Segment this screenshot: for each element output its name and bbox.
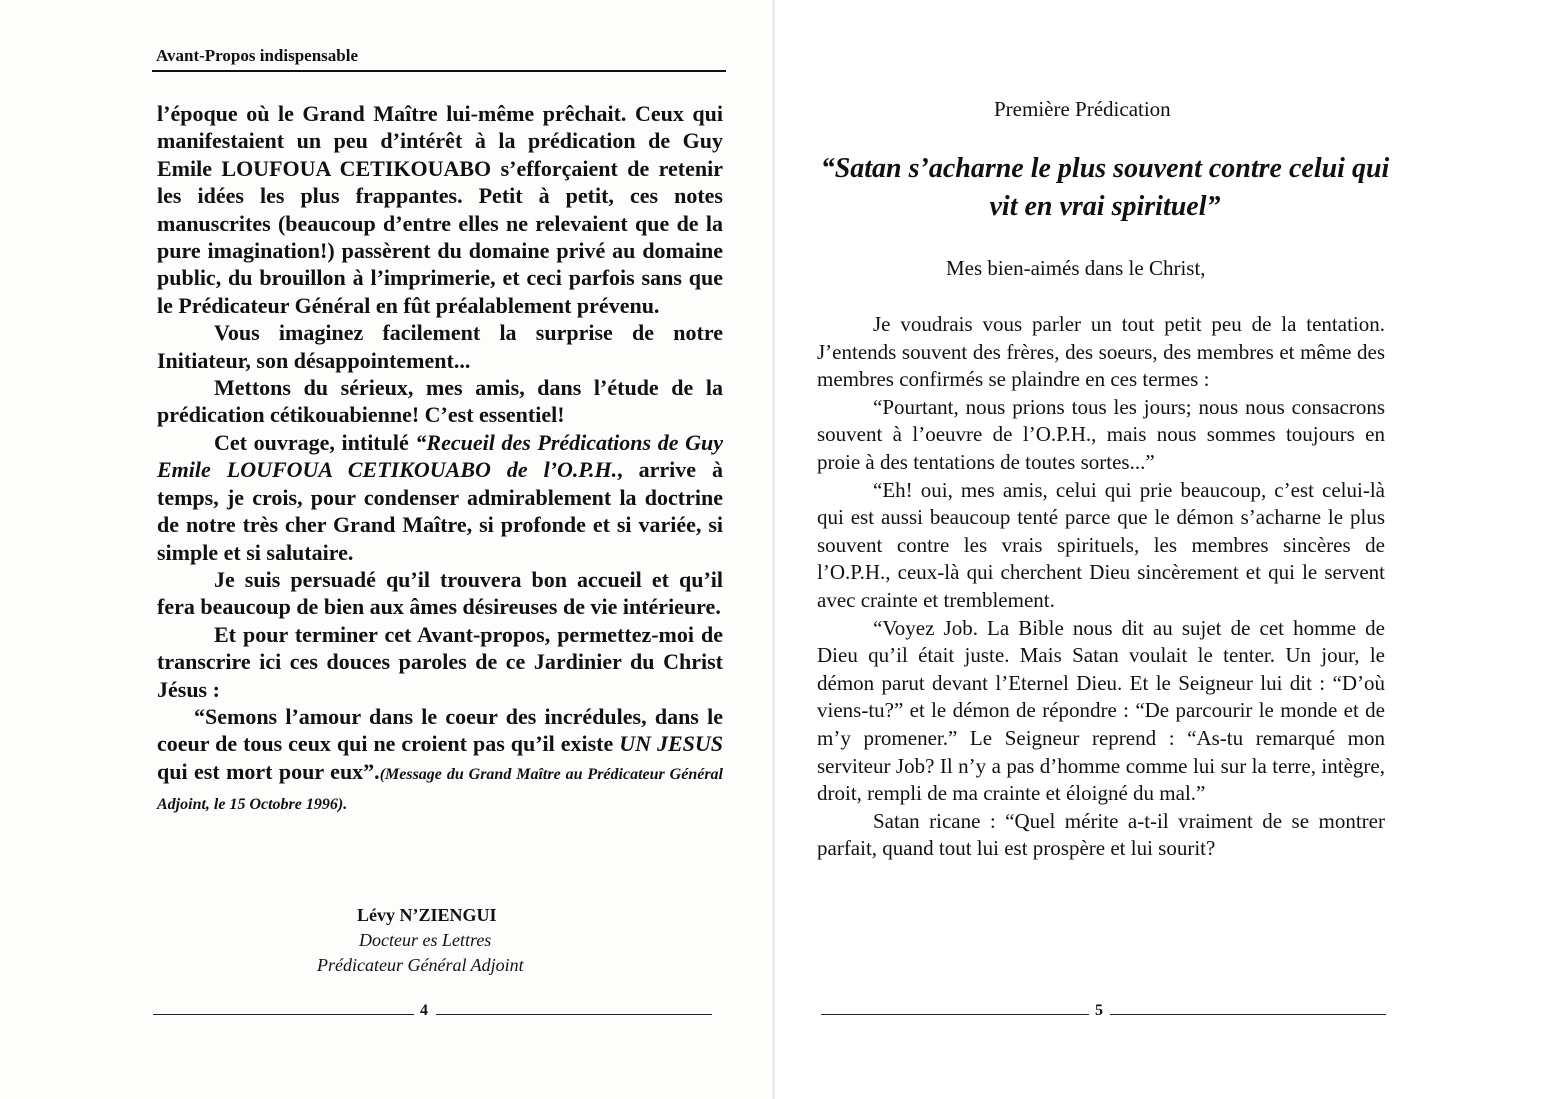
paragraph-5: Satan ricane : “Quel mérite a-t-il vraiment de se montrer parfait, quand tout lui est prospère et lui sourit? <box>817 808 1385 861</box>
signature-block <box>317 903 617 978</box>
paragraph-1: Je voudrais vous parler un tout petit peu de la tentation. J’entends souvent des frères, des soeurs, des membres et même des membres confirmés se plaindre en ces termes : <box>817 312 1385 392</box>
signature-role: Prédicateur Général Adjoint <box>317 955 524 975</box>
paragraph-4 <box>157 429 723 566</box>
quote-before: “Semons l’amour dans le coeur des incrédules, dans le coeur de tous ceux qui ne croient pas qu’il existe <box>157 703 723 757</box>
paragraph-5: Je suis persuadé qu’il trouvera bon accueil et qu’il fera beaucoup de bien aux âmes désireuses de vie intérieure. <box>157 566 723 620</box>
chapter-kicker: Première Prédication <box>994 97 1171 121</box>
p4-after: , arrive à temps, je crois, pour condenser admirablement la doctrine de notre très cher Grand Maître, si profonde et si variée, si simple et si salutaire. <box>157 457 723 565</box>
quote <box>157 703 723 819</box>
page-number: 5 <box>1095 1002 1103 1019</box>
footer-rule-right <box>436 1014 712 1015</box>
quote-after: qui est mort pour eux”. <box>157 758 380 784</box>
footer-rule-left <box>821 1014 1089 1015</box>
p4-before: Cet ouvrage, intitulé <box>214 429 416 455</box>
paragraph-2: Vous imaginez facilement la surprise de notre Initiateur, son désappointement... <box>157 320 723 373</box>
paragraph-2: “Pourtant, nous prions tous les jours; nous nous consacrons souvent à l’oeuvre de l’O.P.H., mais nous sommes toujours en proie à des tentations de toutes sortes...” <box>817 394 1385 474</box>
signature-title: Docteur es Lettres <box>359 930 492 950</box>
paragraph-4: “Voyez Job. La Bible nous dit au sujet de cet homme de Dieu qu’il était juste. Mais Satan voulait le tenter. Un jour, le démon parut devant l’Eternel Dieu. Et le Seigneur lui dit : “D’où viens-tu?” et le démon de répondre : “De parcourir le monde et de m’y promener.” Le Seigneur reprend : “As-tu remarqué mon serviteur Job? Il n’y a pas d’homme comme lui sur la terre, intègre, droit, rempli de ma crainte et éloigné du mal.” <box>817 615 1385 806</box>
sermon-title: “Satan s’acharne le plus souvent contre celui qui vit en vrai spirituel” <box>820 153 1390 222</box>
page-number: 4 <box>420 1002 428 1019</box>
signature-name: Lévy N’ZIENGUI <box>357 905 497 925</box>
right-body <box>817 311 1385 863</box>
left-body <box>157 100 723 819</box>
paragraph-6: Et pour terminer cet Avant-propos, permettez-moi de transcrire ici ces douces paroles de ce Jardinier du Christ Jésus : <box>157 621 723 702</box>
quote-emphasis: UN JESUS <box>619 731 723 757</box>
header-rule <box>152 70 726 72</box>
citation: (Message du Grand Maître au Prédicateur Général Adjoint, le 15 Octobre 1996). <box>157 765 723 814</box>
footer-rule-left <box>153 1014 414 1015</box>
footer-rule-right <box>1110 1014 1386 1015</box>
paragraph-3: Mettons du sérieux, mes amis, dans l’étude de la prédication cétikouabienne! C’est essentiel! <box>157 375 723 428</box>
salutation: Mes bien-aimés dans le Christ, <box>946 256 1206 280</box>
paragraph-1: l’époque où le Grand Maître lui-même prêchait. Ceux qui manifestaient un peu d’intérêt à la prédication de Guy Emile LOUFOUA CETIKOUABO s’efforçaient de retenir les idées les plus frappantes. Petit à petit, ces notes manuscrites (beaucoup d’entre elles ne relevaient que de la pure imagination!) passèrent du domaine privé au domaine public, du brouillon à l’imprimerie, et ceci parfois sans que le Prédicateur Général en fût préalablement prévenu. <box>157 101 723 318</box>
paragraph-3: “Eh! oui, mes amis, celui qui prie beaucoup, c’est celui-là qui est aussi beaucoup tenté parce que le démon s’acharne le plus souvent contre les vrais spirituels, les membres sincères de l’O.P.H., ceux-là qui cherchent Dieu sincèrement et qui le servent avec crainte et tremblement. <box>817 477 1385 612</box>
book-title: “Recueil des Prédications de Guy Emile LOUFOUA CETIKOUABO de l’O.P.H. <box>157 429 724 483</box>
running-head: Avant-Propos indispensable <box>156 46 358 65</box>
